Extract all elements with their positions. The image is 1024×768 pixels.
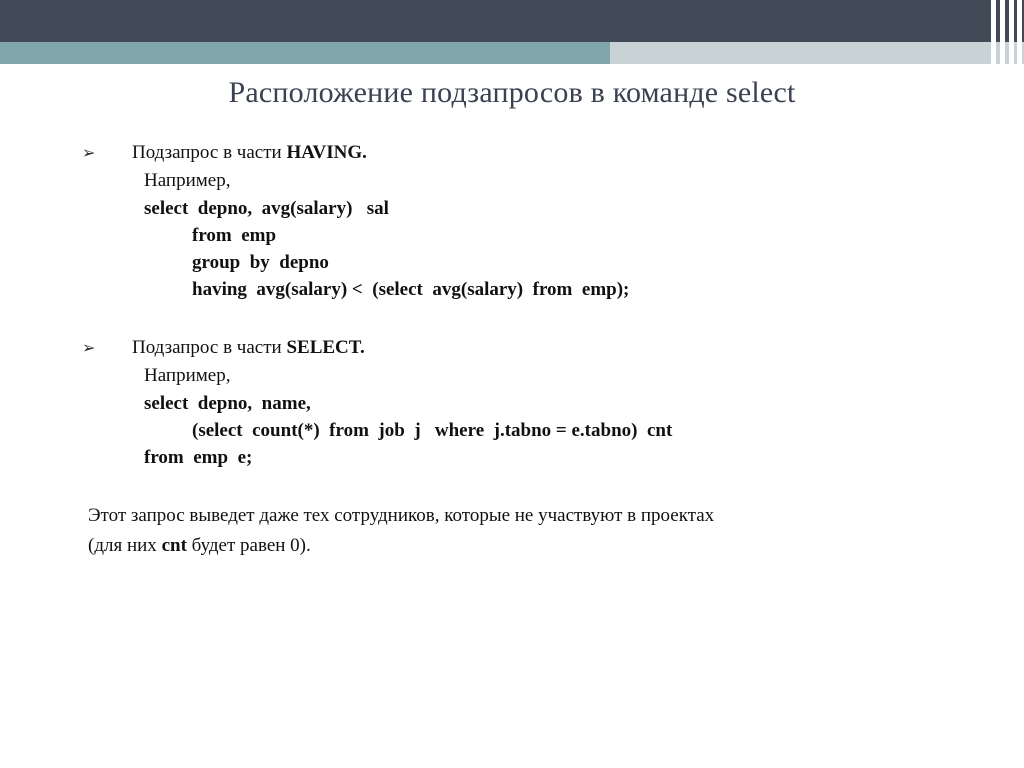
header-band-dark (0, 0, 1024, 42)
note-line-1: Этот запрос выведет даже тех сотрудников, которые не участвуют в проектах (88, 505, 715, 526)
bullet-block-having (70, 140, 970, 303)
code-line: from emp e; (144, 447, 253, 468)
select-example (144, 361, 970, 471)
bullet-heading (132, 335, 365, 361)
bullet-arrow-icon: ➢ (82, 143, 96, 162)
code-line: having avg(salary) < (select avg(salary) from emp); (192, 279, 630, 300)
header-stripe-3 (1009, 0, 1014, 64)
header-stripe-2 (1000, 0, 1005, 64)
having-example (144, 166, 970, 303)
code-line: select depno, avg(salary) sal (144, 198, 389, 219)
example-label: Например, (144, 170, 231, 191)
code-line: from emp (192, 225, 277, 246)
header-band-teal (0, 42, 610, 64)
code-line: group by depno (192, 252, 329, 273)
note-bold-term: cnt (161, 535, 187, 556)
code-line: (select count(*) from job j where j.tabno = e.tabno) cnt (192, 420, 673, 441)
bullet-heading-bold: HAVING. (286, 142, 367, 163)
bullet-heading (132, 140, 367, 166)
bullet-heading-bold: SELECT. (286, 337, 365, 358)
bullet-heading-plain: Подзапрос в части (132, 337, 287, 358)
header-band-light (610, 42, 1024, 64)
bullet-heading-plain: Подзапрос в части (132, 142, 287, 163)
code-line: select depno, name, (144, 393, 311, 414)
note-suffix: будет равен 0). (186, 535, 311, 556)
header-stripe-1 (991, 0, 996, 64)
header-stripe-4 (1017, 0, 1022, 64)
example-label: Например, (144, 365, 231, 386)
bullet-heading-row (70, 335, 970, 361)
slide-body (70, 140, 970, 561)
note-prefix: (для них (88, 535, 162, 556)
bullet-heading-row (70, 140, 970, 166)
bullet-block-select (70, 335, 970, 471)
note-line-2 (88, 531, 970, 561)
note-paragraph (88, 501, 970, 561)
bullet-arrow-icon: ➢ (82, 338, 96, 357)
slide-title: Расположение подзапросов в команде select (228, 76, 796, 109)
